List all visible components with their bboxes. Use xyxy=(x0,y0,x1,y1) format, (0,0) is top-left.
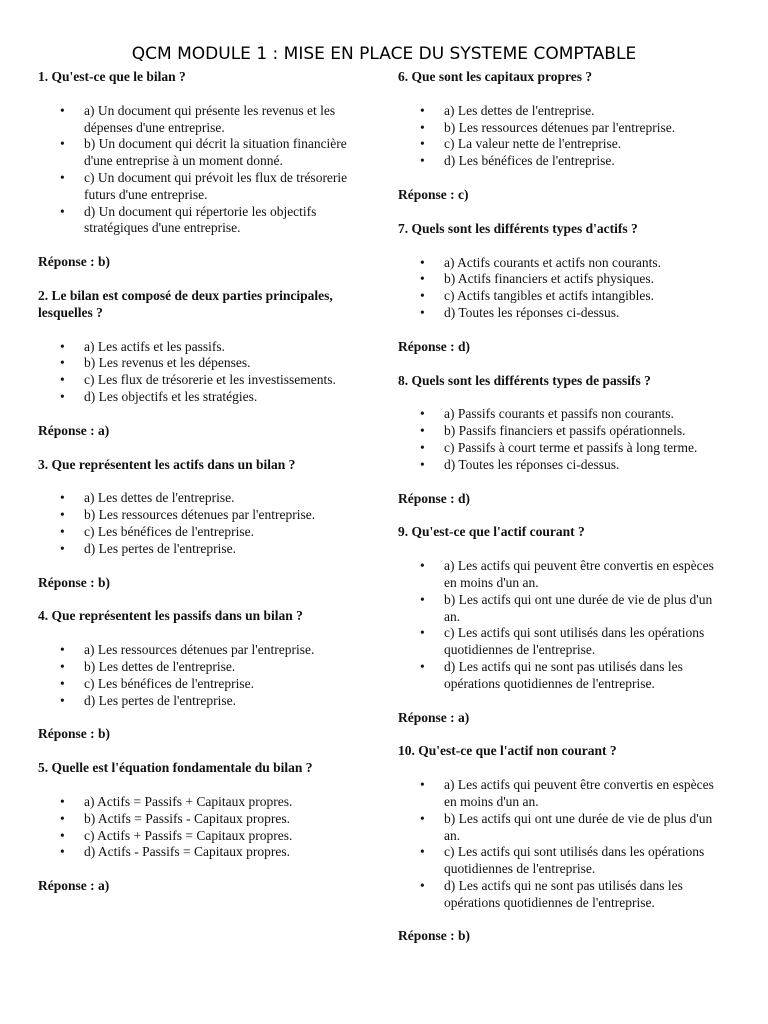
left-column xyxy=(38,69,358,912)
option-item xyxy=(398,288,728,305)
option-item xyxy=(38,170,358,204)
bullet-icon: • xyxy=(60,102,65,118)
option-text: a) Un document qui présente les revenus et les dépenses d'une entreprise. xyxy=(84,102,336,135)
bullet-icon: • xyxy=(60,658,65,674)
question-heading: 4. Que représentent les passifs dans un bilan ? xyxy=(38,608,303,624)
option-item xyxy=(398,255,728,272)
option-item xyxy=(398,103,728,120)
option-text: d) Toutes les réponses ci-dessus. xyxy=(444,304,620,320)
bullet-icon: • xyxy=(420,254,425,270)
option-text: a) Les actifs qui peuvent être convertis en espèces en moins d'un an. xyxy=(444,777,714,809)
option-list xyxy=(398,255,728,322)
option-item xyxy=(398,136,728,153)
question-heading: 7. Quels sont les différents types d'actifs ? xyxy=(398,220,638,236)
option-text: c) Un document qui prévoit les flux de trésorerie futurs d'une entreprise. xyxy=(84,169,348,202)
option-item xyxy=(398,625,728,659)
question-2 xyxy=(38,288,358,440)
bullet-icon: • xyxy=(60,136,65,152)
option-item xyxy=(398,811,728,845)
option-item xyxy=(38,389,358,406)
option-text: b) Un document qui décrit la situation financière d'une entreprise à un moment donné. xyxy=(84,136,347,169)
answer-text: Réponse : a) xyxy=(398,709,470,725)
option-item xyxy=(398,777,728,811)
option-list xyxy=(38,490,358,557)
bullet-icon: • xyxy=(420,456,425,472)
answer-text: Réponse : a) xyxy=(38,422,110,438)
question-heading: 1. Qu'est-ce que le bilan ? xyxy=(38,69,186,84)
option-text: d) Actifs - Passifs = Capitaux propres. xyxy=(84,844,290,860)
question-heading: 9. Qu'est-ce que l'actif courant ? xyxy=(398,524,585,540)
option-text: d) Les actifs qui ne sont pas utilisés dans les opérations quotidiennes de l'entreprise. xyxy=(444,658,683,691)
option-item xyxy=(38,103,358,137)
option-list xyxy=(398,103,728,170)
bullet-icon: • xyxy=(420,136,425,152)
option-text: a) Passifs courants et passifs non courants. xyxy=(444,406,674,422)
option-text: d) Les objectifs et les stratégies. xyxy=(84,388,258,404)
option-text: b) Les actifs qui ont une durée de vie de plus d'un an. xyxy=(444,591,713,624)
option-list xyxy=(398,558,728,692)
option-text: d) Les actifs qui ne sont pas utilisés dans les opérations quotidiennes de l'entreprise. xyxy=(444,877,683,910)
option-item xyxy=(398,659,728,693)
option-item xyxy=(38,136,358,170)
answer-text: Réponse : b) xyxy=(38,254,111,270)
bullet-icon: • xyxy=(60,169,65,185)
question-heading: 5. Quelle est l'équation fondamentale du bilan ? xyxy=(38,760,313,776)
bullet-icon: • xyxy=(60,810,65,826)
document-title: QCM MODULE 1 : MISE EN PLACE DU SYSTEME COMPTABLE xyxy=(131,44,637,64)
option-item xyxy=(398,406,728,423)
option-text: a) Actifs courants et actifs non courants. xyxy=(444,254,662,270)
option-item xyxy=(38,541,358,558)
option-text: a) Actifs = Passifs + Capitaux propres. xyxy=(84,793,293,809)
option-text: d) Les bénéfices de l'entreprise. xyxy=(444,153,615,169)
bullet-icon: • xyxy=(60,540,65,556)
bullet-icon: • xyxy=(60,793,65,809)
option-text: c) Les actifs qui sont utilisés dans les opérations quotidiennes de l'entreprise. xyxy=(444,625,705,658)
bullet-icon: • xyxy=(60,355,65,371)
option-text: d) Les pertes de l'entreprise. xyxy=(84,692,236,708)
option-text: b) Passifs financiers et passifs opérationnels. xyxy=(444,423,686,439)
option-text: d) Les pertes de l'entreprise. xyxy=(84,540,236,556)
option-list xyxy=(398,406,728,473)
option-text: c) Passifs à court terme et passifs à long terme. xyxy=(444,439,698,455)
bullet-icon: • xyxy=(60,827,65,843)
question-5 xyxy=(38,760,358,895)
bullet-icon: • xyxy=(60,372,65,388)
option-list xyxy=(398,777,728,911)
option-list xyxy=(38,794,358,861)
option-text: b) Les ressources détenues par l'entreprise. xyxy=(444,119,676,135)
option-item xyxy=(38,642,358,659)
option-text: b) Les ressources détenues par l'entreprise. xyxy=(84,507,316,523)
option-list xyxy=(38,103,358,237)
bullet-icon: • xyxy=(420,658,425,674)
answer-text: Réponse : d) xyxy=(398,490,471,506)
option-item xyxy=(38,693,358,710)
option-item xyxy=(38,659,358,676)
bullet-icon: • xyxy=(420,423,425,439)
option-text: a) Les dettes de l'entreprise. xyxy=(84,490,235,506)
bullet-icon: • xyxy=(60,844,65,860)
option-text: c) La valeur nette de l'entreprise. xyxy=(444,136,622,152)
question-9 xyxy=(398,524,728,726)
option-item xyxy=(38,676,358,693)
option-text: b) Actifs = Passifs - Capitaux propres. xyxy=(84,810,290,826)
option-text: a) Les actifs et les passifs. xyxy=(84,338,225,354)
option-item xyxy=(398,558,728,592)
bullet-icon: • xyxy=(60,675,65,691)
bullet-icon: • xyxy=(60,692,65,708)
option-item xyxy=(398,844,728,878)
option-text: a) Les dettes de l'entreprise. xyxy=(444,102,595,118)
bullet-icon: • xyxy=(420,102,425,118)
option-item xyxy=(398,271,728,288)
option-item xyxy=(398,423,728,440)
question-10 xyxy=(398,743,728,945)
option-text: b) Les dettes de l'entreprise. xyxy=(84,658,236,674)
question-heading: 2. Le bilan est composé de deux parties principales, lesquelles ? xyxy=(38,287,333,320)
bullet-icon: • xyxy=(60,388,65,404)
answer-text: Réponse : d) xyxy=(398,338,471,354)
option-item xyxy=(398,153,728,170)
bullet-icon: • xyxy=(60,507,65,523)
option-item xyxy=(38,794,358,811)
option-text: c) Actifs tangibles et actifs intangibles. xyxy=(444,288,654,304)
option-item xyxy=(38,204,358,238)
bullet-icon: • xyxy=(420,591,425,607)
option-item xyxy=(38,507,358,524)
option-item xyxy=(398,592,728,626)
option-item xyxy=(38,524,358,541)
bullet-icon: • xyxy=(420,558,425,574)
option-text: c) Les bénéfices de l'entreprise. xyxy=(84,523,254,539)
option-text: a) Les actifs qui peuvent être convertis en espèces en moins d'un an. xyxy=(444,558,714,590)
answer-text: Réponse : b) xyxy=(38,574,111,590)
question-heading: 6. Que sont les capitaux propres ? xyxy=(398,69,593,84)
option-item xyxy=(398,878,728,912)
answer-text: Réponse : b) xyxy=(38,726,111,742)
bullet-icon: • xyxy=(420,406,425,422)
bullet-icon: • xyxy=(420,153,425,169)
bullet-icon: • xyxy=(420,119,425,135)
bullet-icon: • xyxy=(60,490,65,506)
option-item xyxy=(398,120,728,137)
question-4 xyxy=(38,608,358,743)
bullet-icon: • xyxy=(60,338,65,354)
bullet-icon: • xyxy=(420,439,425,455)
option-text: b) Actifs financiers et actifs physiques. xyxy=(444,271,654,287)
bullet-icon: • xyxy=(420,625,425,641)
option-text: b) Les actifs qui ont une durée de vie de plus d'un an. xyxy=(444,810,713,843)
option-item xyxy=(398,440,728,457)
question-1 xyxy=(38,69,358,271)
question-6 xyxy=(398,69,728,204)
option-text: c) Actifs + Passifs = Capitaux propres. xyxy=(84,827,293,843)
answer-text: Réponse : b) xyxy=(398,928,471,944)
option-text: c) Les flux de trésorerie et les investissements. xyxy=(84,372,336,388)
bullet-icon: • xyxy=(420,271,425,287)
option-text: d) Un document qui répertorie les objectifs stratégiques d'une entreprise. xyxy=(84,203,317,236)
bullet-icon: • xyxy=(60,203,65,219)
option-list xyxy=(38,339,358,406)
bullet-icon: • xyxy=(420,877,425,893)
bullet-icon: • xyxy=(420,304,425,320)
question-heading: 3. Que représentent les actifs dans un bilan ? xyxy=(38,456,296,472)
option-item xyxy=(398,305,728,322)
bullet-icon: • xyxy=(420,810,425,826)
option-item xyxy=(38,355,358,372)
bullet-icon: • xyxy=(420,288,425,304)
option-item xyxy=(398,457,728,474)
bullet-icon: • xyxy=(60,523,65,539)
question-7 xyxy=(398,221,728,356)
question-heading: 8. Quels sont les différents types de passifs ? xyxy=(398,372,651,388)
option-item xyxy=(38,339,358,356)
question-heading: 10. Qu'est-ce que l'actif non courant ? xyxy=(398,743,617,759)
option-item xyxy=(38,828,358,845)
bullet-icon: • xyxy=(60,642,65,658)
option-text: b) Les revenus et les dépenses. xyxy=(84,355,251,371)
answer-text: Réponse : a) xyxy=(38,878,110,894)
option-text: c) Les bénéfices de l'entreprise. xyxy=(84,675,254,691)
option-item xyxy=(38,490,358,507)
option-item xyxy=(38,811,358,828)
option-text: c) Les actifs qui sont utilisés dans les opérations quotidiennes de l'entreprise. xyxy=(444,844,705,877)
right-column xyxy=(398,69,728,962)
question-8 xyxy=(398,373,728,508)
option-item xyxy=(38,844,358,861)
option-item xyxy=(38,372,358,389)
option-list xyxy=(38,642,358,709)
option-text: d) Toutes les réponses ci-dessus. xyxy=(444,456,620,472)
bullet-icon: • xyxy=(420,844,425,860)
bullet-icon: • xyxy=(420,777,425,793)
answer-text: Réponse : c) xyxy=(398,186,469,202)
option-text: a) Les ressources détenues par l'entreprise. xyxy=(84,642,315,658)
question-3 xyxy=(38,457,358,592)
